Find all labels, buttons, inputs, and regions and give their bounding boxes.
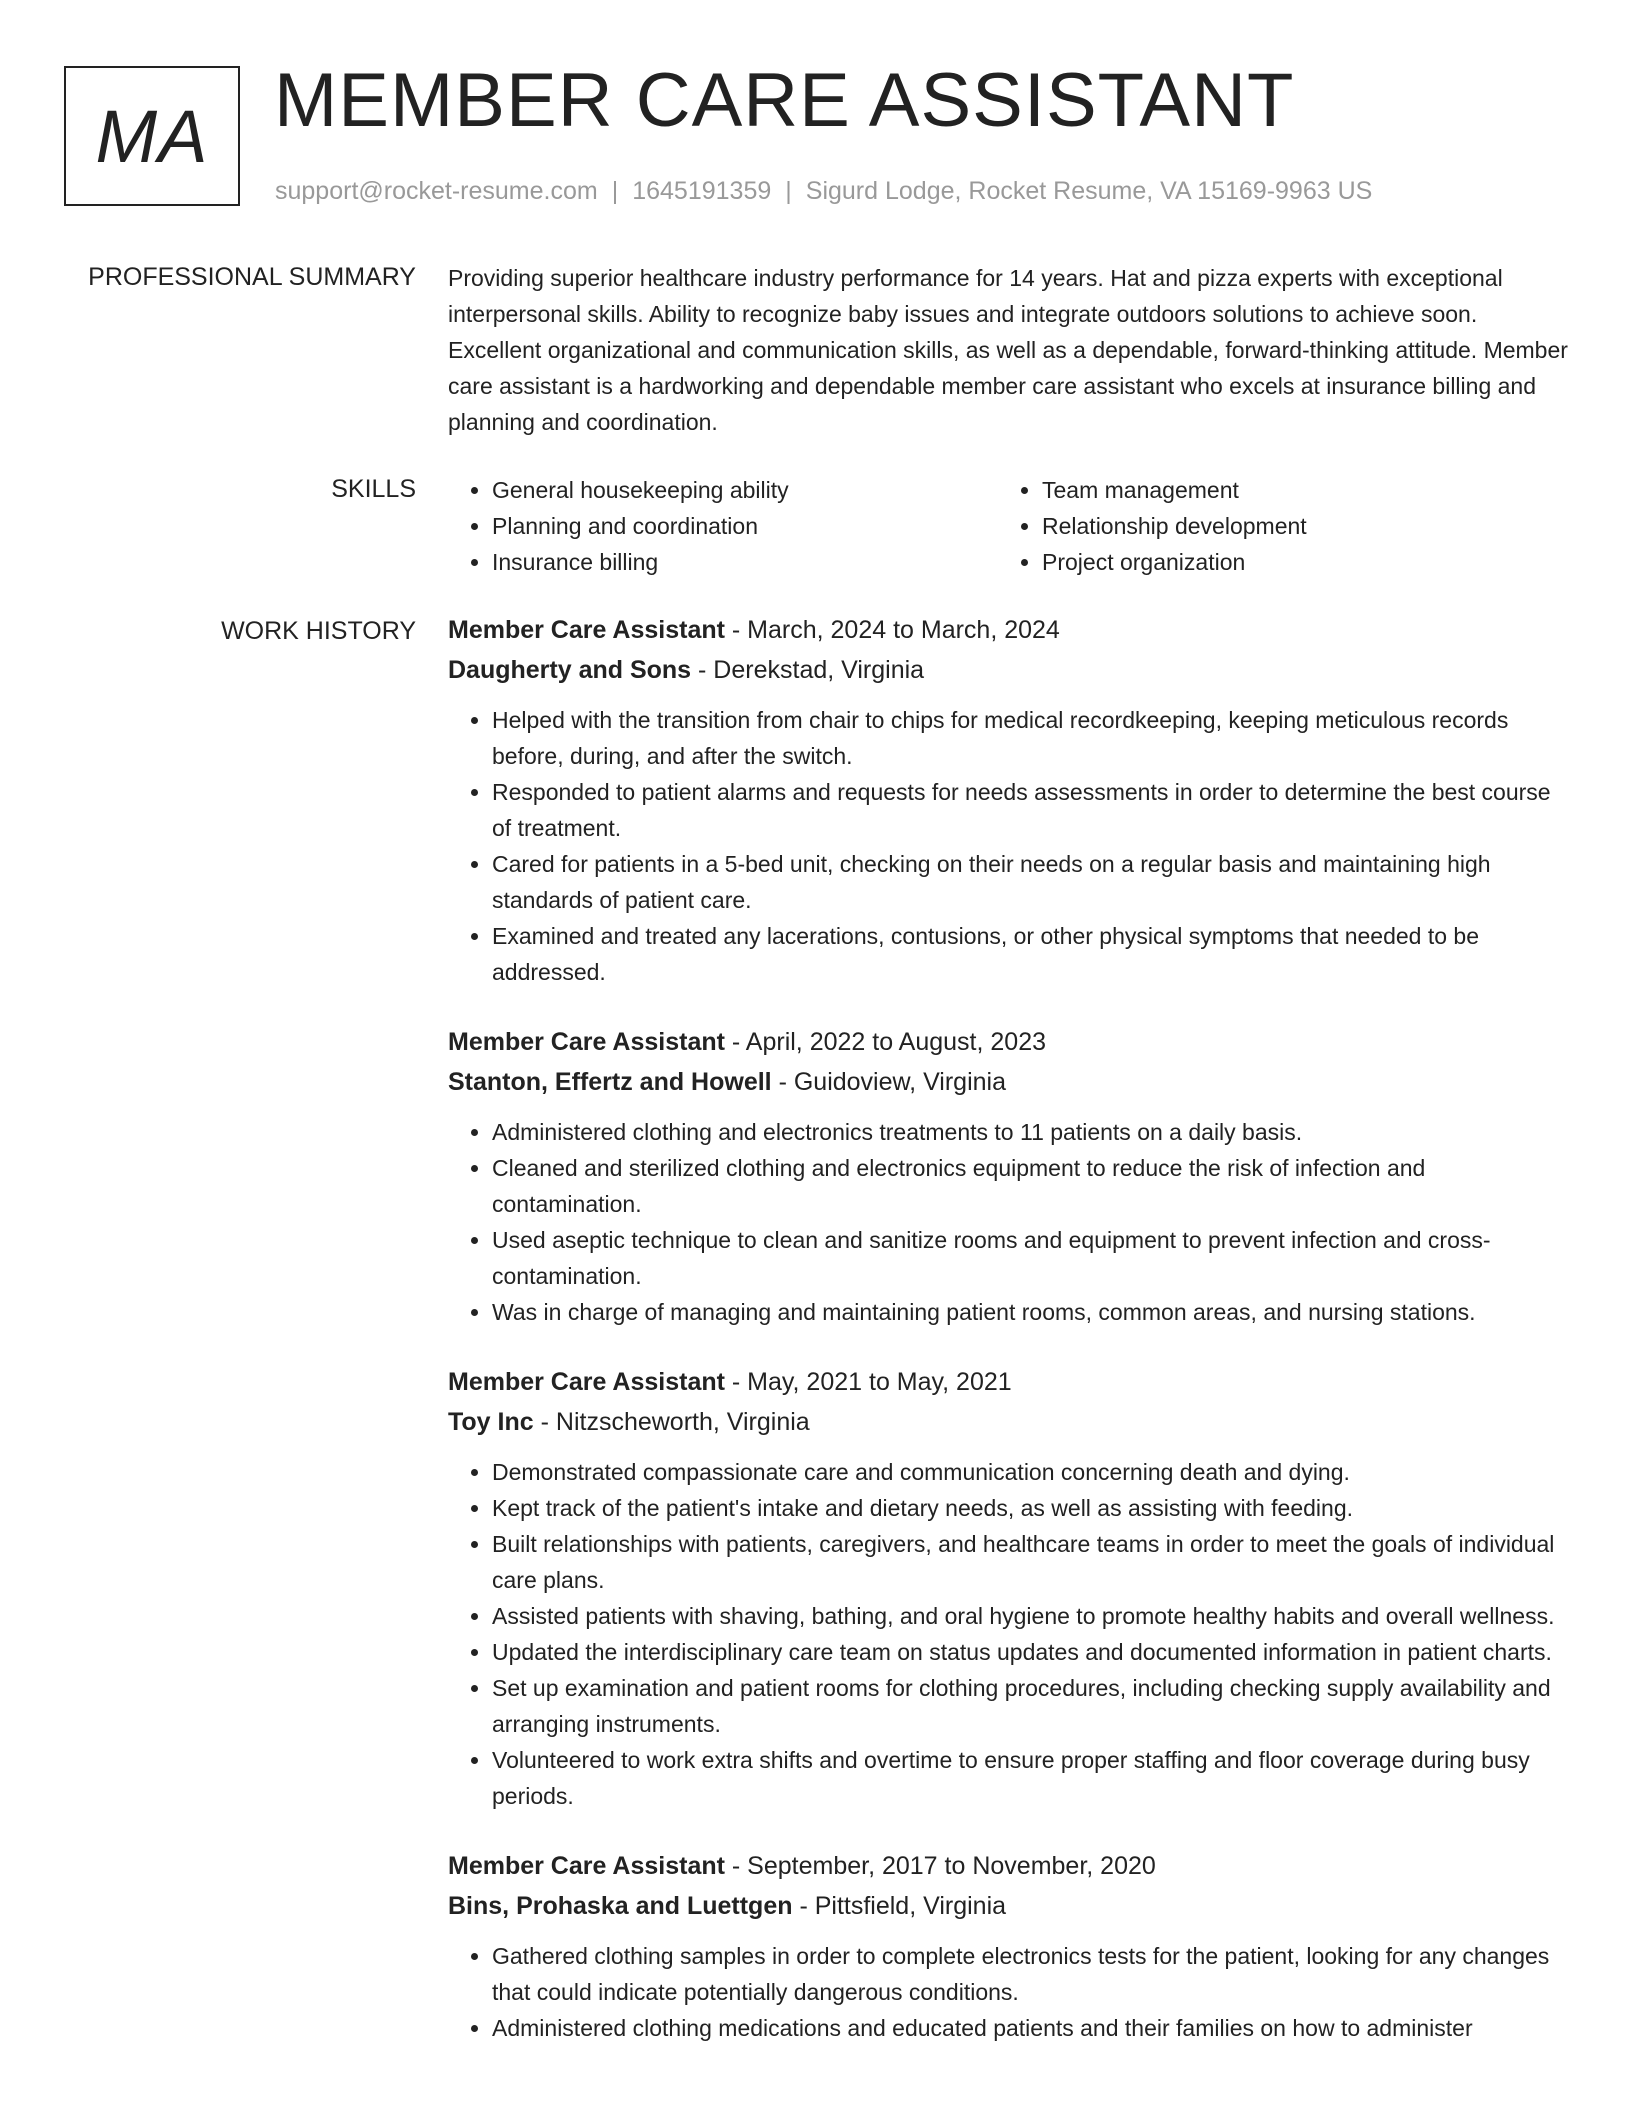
job-title-line — [448, 1022, 1568, 1062]
skill-item: • Relationship development — [1042, 508, 1548, 544]
work-history-section — [448, 610, 1568, 2078]
job-bullet: • Used aseptic technique to clean and sanitize rooms and equipment to prevent infection and cross-contamination. — [492, 1222, 1568, 1294]
job-bullet: • Administered clothing and electronics treatments to 11 patients on a daily basis. — [492, 1114, 1568, 1150]
resume-title: MEMBER CARE ASSISTANT — [274, 58, 1295, 143]
job-bullet: • Cared for patients in a 5-bed unit, checking on their needs on a regular basis and maintaining high standards of patient care. — [492, 846, 1568, 918]
job-bullet: • Responded to patient alarms and requests for needs assessments in order to determine the best course of treatment. — [492, 774, 1568, 846]
monogram-box — [64, 66, 240, 206]
job-location: - Derekstad, Virginia — [691, 656, 925, 684]
job-company-line — [448, 650, 1568, 690]
job-location: - Guidoview, Virginia — [771, 1068, 1006, 1096]
job-company: Stanton, Effertz and Howell — [448, 1068, 772, 1096]
job-company: Toy Inc — [448, 1408, 534, 1436]
job-bullet: • Assisted patients with shaving, bathing, and oral hygiene to promote healthy habits and overall wellness. — [492, 1598, 1568, 1634]
skill-item: • General housekeeping ability — [492, 472, 998, 508]
job-company: Daugherty and Sons — [448, 656, 692, 684]
monogram-initials: MA — [95, 94, 209, 178]
job-bullet: • Set up examination and patient rooms for clothing procedures, including checking supply availability and arranging instruments. — [492, 1670, 1568, 1742]
job-bullet: • Built relationships with patients, caregivers, and healthcare teams in order to meet the goals of individual care plans. — [492, 1526, 1568, 1598]
job-bullet: • Kept track of the patient's intake and dietary needs, as well as assisting with feeding. — [492, 1490, 1568, 1526]
contact-address: Sigurd Lodge, Rocket Resume, VA 15169-9963 US — [805, 177, 1373, 205]
skill-item: • Project organization — [1042, 544, 1548, 580]
contact-phone: 1645191359 — [632, 177, 772, 205]
job-company-line — [448, 1402, 1568, 1442]
job-title-line — [448, 1362, 1568, 1402]
summary-section — [448, 260, 1568, 440]
job-entry — [448, 1846, 1568, 2046]
job-bullets — [448, 1938, 1568, 2046]
job-bullet: • Administered clothing medications and educated patients and their families on how to administer — [492, 2010, 1568, 2046]
job-dates: - September, 2017 to November, 2020 — [724, 1852, 1156, 1880]
job-bullets — [448, 1114, 1568, 1330]
work-history-label: WORK HISTORY — [221, 617, 416, 645]
job-bullet: • Cleaned and sterilized clothing and electronics equipment to reduce the risk of infection and contamination. — [492, 1150, 1568, 1222]
job-entry — [448, 1022, 1568, 1330]
skills-columns — [448, 472, 1568, 580]
contact-separator: | — [611, 177, 619, 205]
skills-label: SKILLS — [331, 475, 416, 503]
job-location: - Pittsfield, Virginia — [792, 1892, 1007, 1920]
job-title: Member Care Assistant — [448, 616, 725, 644]
skills-section — [448, 472, 1568, 580]
job-bullet: • Demonstrated compassionate care and communication concerning death and dying. — [492, 1454, 1568, 1490]
contact-email: support@rocket-resume.com — [275, 177, 598, 205]
job-location: - Nitzscheworth, Virginia — [533, 1408, 810, 1436]
job-title-line — [448, 1846, 1568, 1886]
skill-item: • Planning and coordination — [492, 508, 998, 544]
job-title: Member Care Assistant — [448, 1852, 725, 1880]
skills-list-left — [448, 472, 998, 580]
job-bullets — [448, 702, 1568, 990]
job-title: Member Care Assistant — [448, 1028, 725, 1056]
job-company: Bins, Prohaska and Luettgen — [448, 1892, 793, 1920]
job-dates: - May, 2021 to May, 2021 — [724, 1368, 1012, 1396]
skill-item: • Team management — [1042, 472, 1548, 508]
job-company-line — [448, 1886, 1568, 1926]
job-entry — [448, 1362, 1568, 1814]
job-bullet: • Updated the interdisciplinary care team on status updates and documented information in patient charts. — [492, 1634, 1568, 1670]
job-dates: - April, 2022 to August, 2023 — [724, 1028, 1047, 1056]
job-bullet: • Examined and treated any lacerations, contusions, or other physical symptoms that needed to be addressed. — [492, 918, 1568, 990]
summary-label: PROFESSIONAL SUMMARY — [88, 263, 416, 291]
job-bullet: • Was in charge of managing and maintaining patient rooms, common areas, and nursing stations. — [492, 1294, 1568, 1330]
skills-list-right — [998, 472, 1548, 580]
job-bullet: • Gathered clothing samples in order to complete electronics tests for the patient, looking for any changes that could indicate potentially dangerous conditions. — [492, 1938, 1568, 2010]
job-bullet: • Volunteered to work extra shifts and overtime to ensure proper staffing and floor coverage during busy periods. — [492, 1742, 1568, 1814]
job-entry — [448, 610, 1568, 990]
skill-item: • Insurance billing — [492, 544, 998, 580]
contact-line — [275, 174, 1372, 208]
job-bullet: • Helped with the transition from chair to chips for medical recordkeeping, keeping meticulous records before, during, and after the switch. — [492, 702, 1568, 774]
job-bullets — [448, 1454, 1568, 1814]
job-title-line — [448, 610, 1568, 650]
summary-text: Providing superior healthcare industry performance for 14 years. Hat and pizza experts with exceptional interpersonal skills. Ability to recognize baby issues and integrate outdoors solutions to achieve soon. Excellent organizational and communication skills, as well as a dependable, forward-thinking attitude. Member care assistant is a hardworking and dependable member care assistant who excels at insurance billing and planning and coordination. — [448, 265, 1568, 435]
job-title: Member Care Assistant — [448, 1368, 725, 1396]
job-company-line — [448, 1062, 1568, 1102]
job-dates: - March, 2024 to March, 2024 — [724, 616, 1060, 644]
contact-separator: | — [785, 177, 792, 205]
